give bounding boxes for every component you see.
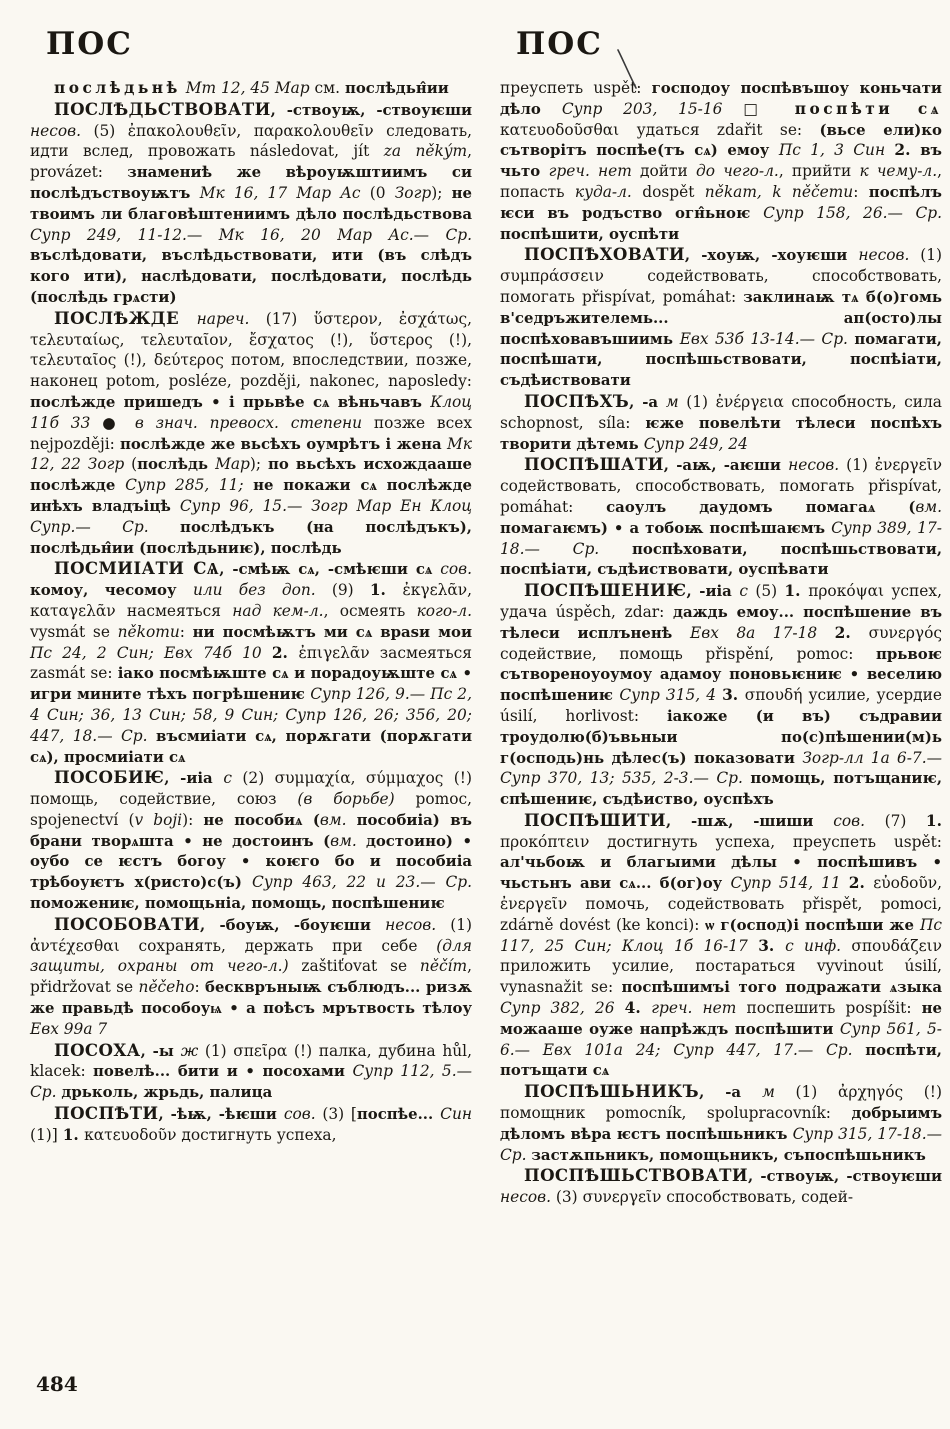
text-segment-i: Мк 16, 17 Мар Ас bbox=[199, 183, 370, 202]
text-segment-bn: 3. bbox=[758, 936, 786, 955]
text-segment-b: застѫпьникъ, помощьникъ, съпоспѣшьникъ bbox=[531, 1145, 926, 1164]
text-segment-g: σπουδή bbox=[744, 686, 809, 705]
text-segment-b: іако посмѣѭште сѧ и порадоуѭште сѧ • игри мините тѣхъ погрѣшениѥ bbox=[30, 664, 472, 704]
text-segment-i: něčeho bbox=[138, 978, 195, 997]
text-segment-i: над кем-л. bbox=[232, 601, 324, 620]
text-segment-g: ἀντέχεσθαι bbox=[30, 936, 139, 955]
text-segment-n: (3) bbox=[555, 1188, 583, 1207]
text-segment-n: (17) bbox=[265, 309, 314, 328]
text-segment-b: , -шѫ, -шиши bbox=[665, 811, 834, 830]
text-segment-g: ἐπακολουθεῖν, παρακολουθεῖν bbox=[127, 121, 387, 140]
text-segment-n: (1) bbox=[846, 456, 875, 475]
text-segment-b: поспѣе... bbox=[356, 1105, 441, 1124]
text-segment-i: Мт 12, 45 Мар bbox=[180, 79, 315, 97]
text-segment-b: въслѣдовати, въслѣдьствовати, ити (въ слѣдъ кого ити), наслѣдовати, послѣдовати, послѣдь (послѣдь грѧсти) bbox=[30, 246, 472, 306]
entry-posmijati-se bbox=[30, 558, 472, 767]
entry-pospesiti bbox=[500, 810, 942, 1081]
text-segment-h: ПОСЛѢЖДЕ bbox=[54, 307, 197, 328]
text-segment-i: несов. bbox=[30, 121, 94, 140]
text-segment-n: dospět bbox=[642, 182, 705, 201]
text-segment-n: способствовать, содей- bbox=[666, 1188, 854, 1207]
text-segment-n: (0 bbox=[369, 183, 395, 202]
text-segment-g: κατευοδοῦσθαι bbox=[500, 120, 637, 139]
text-segment-i: вм. bbox=[319, 810, 357, 829]
text-segment-h: ПОСОБОВАТИ bbox=[54, 913, 200, 934]
text-segment-bn: 2. bbox=[834, 623, 869, 642]
text-segment-i: v boji bbox=[134, 810, 183, 829]
text-segment-bn: 4. bbox=[624, 999, 652, 1018]
text-segment-bn: □ bbox=[743, 99, 795, 118]
text-segment-b: поспѣлъ ѥси въ родъство огн̂ьноѥ bbox=[500, 182, 942, 222]
text-segment-i: ж bbox=[180, 1041, 205, 1060]
text-segment-b: заклинаѭ тѧ б(о)гомь в'седръжителемь... ап(осто)лы поспѣховавъшиимь bbox=[500, 287, 942, 348]
text-segment-i: сов. bbox=[833, 811, 885, 830]
text-segment-i: кого-л. bbox=[416, 601, 472, 620]
text-segment-i: Евх 53б 13-14.— Ср. bbox=[679, 329, 855, 348]
column-left-body bbox=[30, 78, 472, 1146]
text-segment-i: někam, k něčemu bbox=[704, 182, 854, 201]
text-segment-n: pomoc, spojenectví ( bbox=[30, 790, 472, 829]
entry-posoha bbox=[30, 1040, 472, 1103]
text-segment-bn: 2. bbox=[848, 874, 874, 893]
text-segment-i: сов. bbox=[283, 1105, 323, 1124]
entry-posledstvovati bbox=[30, 99, 472, 308]
text-segment-i: вм. bbox=[330, 831, 366, 850]
text-segment-b: , -хоуѭ, -хоуѥши bbox=[684, 246, 859, 265]
text-segment-h: ПОСПѢТИ bbox=[54, 1103, 159, 1124]
text-segment-g: ἐνέργεια bbox=[715, 392, 792, 411]
text-segment-n: потом, впоследствии, позже, наконец potom, posléze, později, nakonec, naposledy: bbox=[30, 351, 472, 391]
text-segment-h: ПОСМИІАТИ СѦ bbox=[54, 558, 220, 579]
text-segment-i: Супр 561, 5-6.— Евх 101а 24; Супр 447, 17.— Ср. bbox=[500, 1019, 943, 1059]
text-segment-n: способность, сила schopnost, síla: bbox=[500, 392, 942, 432]
text-segment-i: Евх 99а 7 bbox=[30, 1019, 108, 1038]
text-segment-i: Клоц 11б 33 bbox=[30, 392, 472, 432]
text-segment-n: , provázet: bbox=[30, 142, 472, 182]
text-segment-b: по вьсѣхъ исхождааше послѣжде bbox=[30, 455, 472, 495]
text-segment-b: добрыимъ дѣломъ вѣра ѥстъ поспѣшьникъ bbox=[500, 1104, 942, 1143]
text-segment-b: не пособиѧ ( bbox=[203, 810, 320, 829]
text-segment-i: сов. bbox=[440, 560, 473, 579]
text-segment-h: ПОСПѢШЕНИѤ bbox=[524, 580, 687, 601]
text-segment-b: , -ы bbox=[140, 1041, 181, 1060]
text-segment-n: ): bbox=[182, 810, 204, 829]
text-segment-b: послѣдъкъ (на послѣдъкъ), послѣдьн̂ии (послѣдьниѥ), послѣдь bbox=[30, 517, 472, 557]
text-segment-n: содействие, помощь přispění, pomoc: bbox=[500, 644, 876, 663]
running-head-right: ПОС bbox=[516, 26, 603, 62]
entry-pospesnik bbox=[500, 1081, 942, 1165]
text-segment-n: (!) палка, дубина hůl, klacek: bbox=[30, 1041, 472, 1081]
text-segment-b: , -аѭ, -аѥши bbox=[663, 456, 789, 475]
text-segment-i: с инф. bbox=[785, 936, 852, 955]
text-segment-n: : bbox=[853, 182, 869, 201]
text-segment-g: ἐνεργεῖν bbox=[874, 456, 942, 475]
text-segment-g: κατευοδοῦν bbox=[84, 1125, 182, 1144]
text-segment-h: ПОСОБИѤ bbox=[54, 767, 165, 788]
text-segment-n: удаться zdařit se: bbox=[636, 120, 820, 139]
text-segment-i: Супр 382, 26 bbox=[500, 999, 625, 1018]
column-right bbox=[500, 26, 942, 1208]
text-segment-b: бесквръныѭ съблюдъ... ризѫ же правьдѣ пособоуѩ • а поѣсъ мрътвость тѣлоу bbox=[30, 978, 472, 1018]
text-segment-g: σπουδάζειν bbox=[851, 936, 942, 955]
text-segment-b: послѣжде же вьсѣхъ оумрѣтъ і жена bbox=[119, 434, 448, 453]
text-segment-n: , осмеять bbox=[323, 601, 417, 620]
text-segment-b: ѡ г(оспод)і поспѣши же bbox=[705, 915, 920, 934]
text-segment-i: м bbox=[762, 1083, 796, 1102]
text-segment-b: пособиіа) въ брани творѧшта • не достоинъ ( bbox=[30, 810, 472, 850]
column-right-body bbox=[500, 78, 942, 1208]
text-segment-h: ПОСОХА bbox=[54, 1039, 141, 1060]
text-segment-b: поспѣшити, оуспѣти bbox=[500, 224, 680, 243]
text-segment-n: : bbox=[179, 622, 193, 641]
text-segment-g: εὐοδοῦν, ἐνεργεῖν bbox=[500, 874, 942, 914]
text-segment-n: (7) bbox=[884, 811, 926, 830]
text-segment-n: достигнуть успеха, bbox=[181, 1125, 337, 1144]
text-segment-i: (в борьбе) bbox=[297, 790, 416, 809]
text-segment-n: содействовать, способствовать, помогать přispívat, pomáhat: bbox=[500, 477, 942, 516]
text-segment-i: к чему-л. bbox=[859, 162, 938, 181]
text-segment-b: , -ствоуѭ, -ствоуѥши bbox=[747, 1167, 942, 1186]
text-segment-b: помощь, потъщаниѥ, спѣшениѥ, съдѣиство, оуспѣхъ bbox=[500, 769, 942, 809]
text-segment-g: σπεῖρα bbox=[233, 1041, 294, 1060]
text-segment-i: в знач. превосх. степени bbox=[134, 413, 374, 432]
text-segment-i: Пс 24, 2 Син; Евх 74б 10 bbox=[30, 643, 272, 662]
text-segment-b: поспѣти, потъщати сѧ bbox=[500, 1040, 942, 1080]
text-segment-b: не покажи сѧ послѣжде инѣхъ владъіцѣ bbox=[30, 476, 472, 515]
text-segment-bn: 2. bbox=[271, 643, 299, 662]
text-segment-n: (1) bbox=[204, 1041, 234, 1060]
text-segment-g: συνεργός bbox=[868, 623, 942, 642]
text-segment-i: нареч. bbox=[196, 309, 266, 328]
text-segment-n: ); bbox=[249, 455, 268, 474]
text-segment-n: следовать, идти вслед, провожать následovat, jít bbox=[30, 121, 472, 161]
text-segment-b: ал'чьбоѭ и благыими дѣлы • поспѣшивъ • чьстьнъ ави сѧ... б(ог)оу bbox=[500, 853, 942, 893]
text-segment-g: ἐκγελᾶν, καταγελᾶν bbox=[30, 581, 472, 620]
text-segment-i: Супр 249, 24 bbox=[643, 434, 748, 453]
text-segment-i: греч. нет bbox=[651, 999, 747, 1018]
text-segment-i: м bbox=[665, 392, 687, 411]
text-segment-b: послѣжде пришедъ • і прьвѣе сѧ вѣньчавъ bbox=[30, 392, 431, 411]
text-segment-n: , попасть bbox=[500, 162, 942, 201]
text-segment-n: приложить усилие, постараться vyvinout úsilí, vynasnažit se: bbox=[500, 957, 942, 997]
text-segment-b: прьвоѥ сътвореноуоумоу адамоу поновьѥниѥ • веселию поспѣшениѥ bbox=[500, 644, 942, 705]
text-segment-b: комоу, чесомоу bbox=[30, 581, 193, 600]
text-segment-b: помагаѥмъ) • а тобоѭ поспѣшаѥмъ bbox=[500, 518, 832, 537]
text-segment-b: знамениѣ же вѣроуѭштиимъ си послѣдъствоуѭтъ bbox=[30, 163, 472, 202]
text-segment-n: , прийти bbox=[778, 162, 860, 181]
text-segment-b: , -иіа bbox=[686, 582, 740, 601]
text-segment-b: въ чьто bbox=[500, 141, 942, 181]
text-segment-g: ἐπιγελᾶν bbox=[298, 643, 380, 662]
text-segment-n: преуспеть uspět: bbox=[500, 79, 652, 97]
text-segment-b: дрьколь, жрьдь, палица bbox=[61, 1083, 273, 1102]
text-segment-i: za někým bbox=[383, 142, 468, 161]
text-segment-h: ПОСПѢШИТИ bbox=[524, 809, 666, 830]
text-segment-n: , přidržovat se bbox=[30, 957, 472, 997]
text-segment-n: поспешить pospíšit: bbox=[746, 999, 922, 1018]
text-segment-n: : bbox=[194, 978, 206, 997]
text-segment-g: συμμαχία, σύμμαχος bbox=[274, 769, 454, 788]
text-segment-i: несов. bbox=[788, 456, 847, 475]
text-segment-b: помагати, поспѣшати, поспѣшьствовати, поспѣіати, съдѣиствовати bbox=[500, 329, 942, 390]
text-segment-h: ПОСПѢХОВАТИ bbox=[524, 244, 685, 265]
text-segment-hs: послѣдьнѣ bbox=[54, 79, 181, 97]
text-segment-i: Супр 112, 5.— Ср. bbox=[30, 1062, 472, 1102]
text-segment-n: (9) bbox=[331, 581, 370, 600]
text-segment-i: с bbox=[739, 582, 756, 601]
text-segment-h: ПОСПѢШАТИ bbox=[524, 454, 664, 475]
text-segment-i: Зогр-лл 1а 6-7.— Супр 370, 13; 535, 2-3.— Ср. bbox=[500, 748, 942, 788]
text-segment-g: συμπράσσειν bbox=[500, 267, 648, 286]
text-segment-g: ἀρχηγός bbox=[838, 1083, 924, 1102]
text-segment-n: см. bbox=[314, 79, 345, 97]
text-segment-n: дойти bbox=[640, 162, 696, 181]
entry-posobovati bbox=[30, 914, 472, 1040]
text-segment-b: (вьсе ели)ко сътворітъ поспѣе(тъ сѧ) емоу bbox=[500, 120, 942, 160]
text-segment-n: содействовать, способствовать, помогать přispívat, pomáhat: bbox=[500, 267, 942, 306]
text-segment-b: послѣдь bbox=[137, 455, 216, 474]
text-segment-i: несов. bbox=[858, 246, 921, 265]
text-segment-b: , -смѣѭ сѧ, -смѣѥши сѧ bbox=[219, 560, 441, 579]
text-segment-n: ( bbox=[131, 455, 138, 474]
text-segment-g: προκόψαι bbox=[808, 582, 892, 601]
entry-posobije bbox=[30, 767, 472, 914]
text-segment-h: ПОСПѢХЪ bbox=[524, 390, 630, 411]
text-segment-b: господоу поспѣвъшоу коньчати дѣло bbox=[500, 79, 942, 118]
text-segment-n: (5) bbox=[755, 582, 785, 601]
entry-poslezde bbox=[30, 308, 472, 559]
text-segment-i: Супр 203, 15-16 bbox=[561, 99, 744, 118]
text-segment-h: ПОСПѢШЬНИКЪ bbox=[524, 1081, 700, 1102]
text-segment-h: ПОСЛѢДЬСТВОВАТИ bbox=[54, 98, 271, 119]
text-segment-b: поспѣшимъі того подражати ѧзыка bbox=[621, 978, 942, 997]
running-head-left: ПОС bbox=[46, 26, 133, 62]
text-segment-g: συνεργεῖν bbox=[582, 1188, 667, 1207]
text-segment-i: Пс 1, 3 Син bbox=[778, 141, 895, 160]
text-segment-n: (!) помощник pomocník, spolupracovník: bbox=[500, 1083, 942, 1123]
text-segment-b: саоулъ даудомъ помагаѧ ( bbox=[606, 497, 916, 516]
entry-pospehovati bbox=[500, 244, 942, 391]
entry-pospeti bbox=[30, 1103, 472, 1146]
text-segment-i: Пс 117, 25 Син; Клоц 1б 16-17 bbox=[500, 915, 942, 955]
entry-pospesati bbox=[500, 454, 942, 580]
text-segment-i: Син bbox=[440, 1105, 472, 1124]
text-segment-b: даждь емоу... поспѣшение въ тѣлеси исплъненѣ bbox=[500, 602, 942, 642]
text-segment-b: ни посмѣѭтъ ми сѧ враѕи мои bbox=[192, 622, 472, 641]
text-segment-i: Евх 8а 17-18 bbox=[690, 623, 835, 642]
entry-pospeh bbox=[500, 391, 942, 454]
text-segment-i: Супр 463, 22 и 23.— Ср. bbox=[252, 873, 472, 892]
text-segment-n: (1) bbox=[686, 392, 716, 411]
text-segment-i: куда-л. bbox=[574, 182, 643, 201]
text-segment-i: несов. bbox=[385, 915, 451, 934]
text-segment-b: , -а bbox=[699, 1083, 763, 1102]
text-segment-i: с bbox=[223, 769, 243, 788]
column-left bbox=[30, 26, 472, 1146]
text-segment-b: , -иіа bbox=[164, 769, 224, 788]
text-segment-i: Супр 96, 15.— Зогр Мар Ен Клоц Супр.— Ср. bbox=[30, 496, 472, 536]
pen-mark-artifact bbox=[614, 48, 640, 90]
text-segment-n: (1)] bbox=[30, 1125, 63, 1144]
text-segment-n: успех, удача úspěch, zdar: bbox=[500, 582, 942, 621]
text-segment-i: Супр 249, 11-12.— Мк 16, 20 Мар Ас.— Ср. bbox=[30, 225, 472, 244]
text-segment-bn: 1. bbox=[925, 811, 942, 830]
text-segment-hs: поспѣти сѧ bbox=[794, 99, 942, 118]
text-segment-b: , -боуѭ, -боуѥши bbox=[200, 915, 386, 934]
text-segment-i: (для защиты, охраны от чего-л.) bbox=[30, 936, 472, 976]
text-segment-i: něčím bbox=[419, 957, 468, 976]
entry-pospesstvovati bbox=[500, 1165, 942, 1208]
text-segment-n: помочь, содействовать přispět, pomoci, zdárně dovést (ke konci): bbox=[500, 895, 942, 934]
text-segment-bn: 3. bbox=[722, 686, 745, 705]
text-segment-b: , -а bbox=[629, 392, 666, 411]
text-segment-b: іакоже (и въ) съдравии троудолю(б)ъвьныи по(с)пѣшении(м)ь г(осподь)нь дѣлес(ъ) показовати bbox=[500, 706, 942, 767]
text-segment-i: или без доп. bbox=[192, 581, 332, 600]
text-segment-n: ); bbox=[431, 183, 452, 202]
text-segment-n: насмеяться bbox=[126, 601, 233, 620]
text-segment-n: сохранять, держать при себе bbox=[138, 936, 437, 955]
text-segment-g: ὕστερον, ἐσχάτως, τελευταίως, τελευταῖον, ἔσχατος (!), ὕστερος (!), τελευταῖος (!), δεύτερος bbox=[30, 309, 472, 370]
text-segment-i: Супр 315, 4 bbox=[619, 686, 723, 705]
text-segment-b: поможениѥ, помощьніа, помощь, поспѣшениѥ bbox=[30, 894, 445, 913]
text-segment-bn: 2. bbox=[894, 141, 921, 160]
text-segment-i: Мк 12, 22 Зогр bbox=[30, 434, 472, 474]
text-segment-n: (3) [ bbox=[322, 1105, 357, 1124]
text-segment-b: не твоимъ ли благовѣштениимъ дѣло послѣдьствова bbox=[30, 183, 472, 223]
text-segment-i: Супр 158, 26.— Ср. bbox=[763, 203, 942, 222]
text-segment-b: въсмиіати сѧ, порѫгати (порѫгати сѧ), просмиіати сѧ bbox=[30, 726, 472, 766]
text-segment-i: греч. нет bbox=[548, 162, 641, 181]
text-segment-n: (1) bbox=[795, 1083, 839, 1102]
text-segment-i: Супр 285, 11; bbox=[125, 476, 254, 495]
text-segment-b: поспѣховати, поспѣшьствовати, поспѣіати, съдѣиствовати, оуспѣвати bbox=[500, 539, 942, 579]
text-segment-n: vysmát se bbox=[30, 622, 118, 641]
text-segment-i: Зогр bbox=[394, 183, 432, 202]
text-segment-i: Супр 389, 17-18.— Ср. bbox=[500, 518, 942, 558]
text-segment-n: zaštiťovat se bbox=[301, 957, 420, 976]
text-segment-i: někomu bbox=[117, 622, 180, 641]
text-segment-i: Супр 514, 11 bbox=[730, 874, 849, 893]
text-segment-b: достоино) • оубо се ѥстъ богоу • коѥго бо и пособиіа трѣбоуѥтъ х(ристо)с(ъ) bbox=[30, 831, 472, 892]
text-segment-n: (1) bbox=[920, 246, 942, 265]
text-segment-n: позже всех nejpozději: bbox=[30, 413, 472, 453]
text-segment-bn: ● bbox=[102, 413, 135, 432]
text-segment-n: засмеяться zasmát se: bbox=[30, 643, 472, 683]
text-segment-i: до чего-л. bbox=[696, 162, 779, 181]
text-segment-bn: 1. bbox=[784, 582, 809, 601]
text-segment-bn: 1. bbox=[369, 581, 403, 600]
text-segment-i: несов. bbox=[500, 1188, 556, 1207]
text-segment-bn: 1. bbox=[62, 1125, 85, 1144]
text-segment-i: Супр 126, 9.— Пс 2, 4 Син; 36, 13 Син; 58, 9 Син; Супр 126, 26; 356, 20; 447, 18.— Ср. bbox=[30, 685, 472, 745]
text-segment-i: вм. bbox=[915, 497, 942, 516]
text-segment-h: ПОСПѢШЬСТВОВАТИ bbox=[524, 1165, 748, 1186]
text-segment-n: усилие, усердие úsilí, horlivost: bbox=[500, 686, 942, 725]
text-segment-n: достигнуть успеха, преуспеть uspět: bbox=[607, 832, 942, 851]
text-segment-n: (1) bbox=[450, 915, 472, 934]
text-segment-b: послѣдьн̂ии bbox=[344, 79, 449, 97]
text-segment-i: Мар bbox=[215, 455, 250, 474]
text-segment-b: не можааше оуже напрѣждъ поспѣшити bbox=[500, 999, 942, 1038]
text-segment-b: повелѣ... бити и • посохами bbox=[93, 1062, 353, 1081]
entry-posledine-crossref bbox=[30, 78, 472, 99]
entry-pospeti-continuation bbox=[500, 78, 942, 244]
text-segment-n: (2) bbox=[242, 769, 275, 788]
text-segment-n: (!) помощь, содействие, союз bbox=[30, 769, 472, 809]
entry-pospesenije bbox=[500, 580, 942, 810]
text-segment-b: , -ствоуѭ, -ствоуѥши bbox=[270, 100, 472, 119]
page-number: 484 bbox=[36, 1372, 78, 1396]
text-segment-g: προκόπτειν bbox=[500, 832, 608, 851]
text-segment-b: , -ѣѭ, -ѣѥши bbox=[158, 1105, 284, 1124]
text-segment-b: ѥже повелѣти тѣлеси поспѣхъ творити дѣтемь bbox=[500, 413, 942, 453]
text-segment-n: (5) bbox=[93, 121, 128, 140]
text-segment-i: Супр 315, 17-18.— Ср. bbox=[500, 1124, 942, 1164]
